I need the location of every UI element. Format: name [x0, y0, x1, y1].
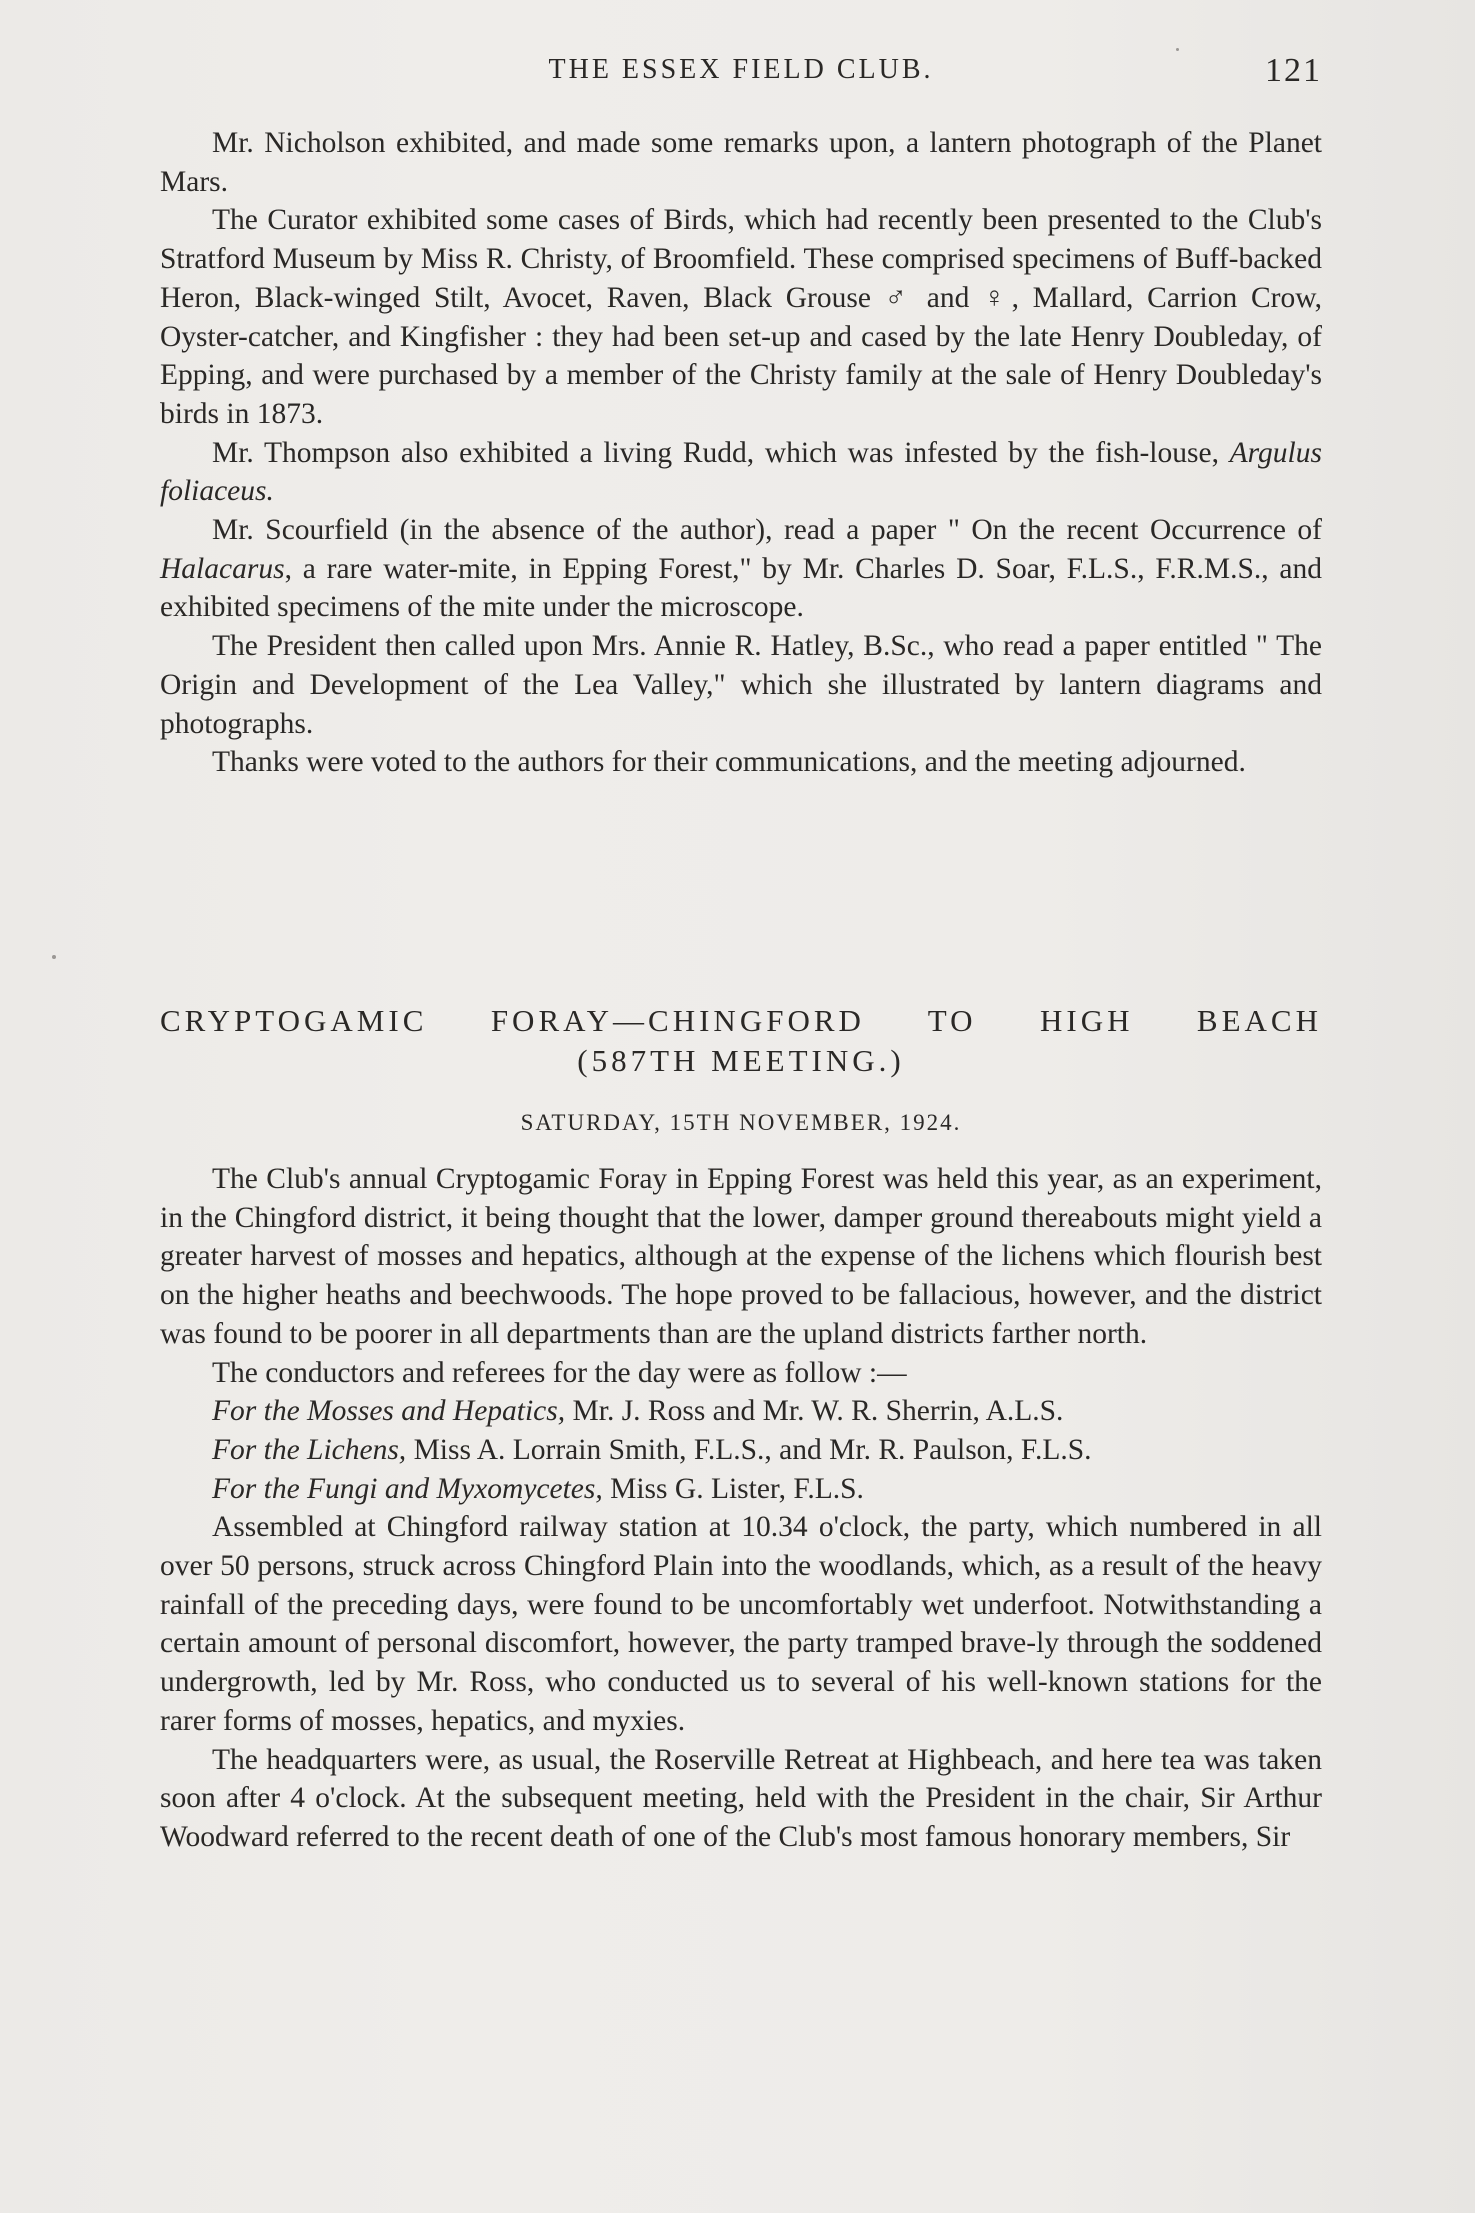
paragraph-text: Mr. Thompson also exhibited a living Rudd, which was infested by the fish-louse, — [212, 436, 1230, 469]
paragraph-scourfield — [160, 511, 1322, 627]
paragraph-thompson-rudd — [160, 434, 1322, 511]
paragraph-conductors: The conductors and referees for the day were as follow :— — [212, 1356, 907, 1389]
referee-names: Miss G. Lister, F.L.S. — [602, 1472, 864, 1505]
paper-speck — [52, 955, 56, 959]
referee-mosses — [160, 1392, 1322, 1431]
paragraph-thanks: Thanks were voted to the authors for their communications, and the meeting adjourned. — [212, 746, 1246, 779]
running-head — [160, 52, 1322, 96]
paragraph-foray-intro: The Club's annual Cryptogamic Foray in Epping Forest was held this year, as an experiment, in the Chingford district, it being thought that the lower, damper ground thereabouts might yield a greater harvest of mosses and hepatics, although at the expense of the lichens which flourish best on the higher heaths and beechwoods. The hope proved to be fallacious, however, and the district was found to be poorer in all departments than are the upland districts farther north. — [160, 1163, 1322, 1350]
referee-topic-italic: For the Fungi and Myxomycetes, — [212, 1472, 603, 1505]
heading-word: BEACH — [1196, 1003, 1322, 1038]
paragraph-headquarters: The headquarters were, as usual, the Roserville Retreat at Highbeach, and here tea was taken soon after 4 o'clock. At the subsequent meeting, held with the President in the chair, Sir Arthur Woodward referred to the recent death of one of the Club's most famous honorary members, Sir — [160, 1743, 1322, 1853]
heading-word: HIGH — [1039, 1003, 1134, 1038]
heading-word: CRYPTOGAMIC — [160, 1003, 428, 1038]
referee-topic-italic: For the Mosses and Hepatics, — [212, 1395, 566, 1428]
genus-name-italic: Halacarus — [160, 552, 285, 585]
heading-word: FORAY—CHINGFORD — [490, 1003, 865, 1038]
paragraph-president-hatley: The President then called upon Mrs. Annie R. Hatley, B.Sc., who read a paper entitled " The Origin and Development of the Lea Valley," which she illustrated by lantern diagrams and photographs. — [160, 630, 1322, 740]
paragraph-curator-birds: The Curator exhibited some cases of Birds, which had recently been presented to the Club's Stratford Museum by Miss R. Christy, of Broomfield. These comprised specimens of Buff-backed Heron, Black-winged Stilt, Avocet, Raven, Black Grouse ♂ and ♀, Mallard, Carrion Crow, Oyster-catcher, and Kingfisher : they had been set-up and cased by the late Henry Doubleday, of Epping, and were purchased by a member of the Christy family at the sale of Henry Doubleday's birds in 1873. — [160, 204, 1322, 430]
section-heading — [160, 1003, 1322, 1039]
referee-names: Mr. J. Ross and Mr. W. R. Sherrin, A.L.S. — [565, 1395, 1064, 1428]
referee-fungi — [160, 1470, 1322, 1509]
paper-speck — [1176, 48, 1179, 51]
paragraph-text: Mr. Scourfield (in the absence of the author), read a paper " On the recent Occurrence of — [212, 514, 1322, 547]
referee-topic-italic: For the Lichens, — [212, 1433, 407, 1466]
referee-lichens — [160, 1431, 1322, 1470]
running-title: THE ESSEX FIELD CLUB. — [548, 54, 934, 85]
paragraph-nicholson: Mr. Nicholson exhibited, and made some remarks upon, a lantern photograph of the Planet Mars. — [160, 127, 1322, 198]
heading-word: TO — [927, 1003, 977, 1038]
page-number: 121 — [1265, 52, 1322, 89]
meeting-number-heading: (587TH MEETING.) — [577, 1043, 905, 1078]
species-name-italic: Argulus foliaceus. — [160, 436, 1322, 508]
meeting-date: SATURDAY, 15TH NOVEMBER, 1924. — [520, 1110, 962, 1135]
paragraph-assembled: Assembled at Chingford railway station at 10.34 o'clock, the party, which numbered in all over 50 persons, struck across Chingford Plain into the woodlands, which, as a result of the heavy rainfall of the preceding days, were found to be uncomfortably wet underfoot. Notwithstanding a certain amount of personal discomfort, however, the party tramped brave-ly through the soddened undergrowth, led by Mr. Ross, who conducted us to several of his well-known stations for the rarer forms of mosses, hepatics, and myxies. — [160, 1511, 1322, 1737]
section-1-body — [160, 124, 1322, 782]
section-2-body — [160, 1160, 1322, 1857]
paragraph-text: , a rare water-mite, in Epping Forest," by Mr. Charles D. Soar, F.L.S., F.R.M.S., and exhibited specimens of the mite under the microscope. — [160, 552, 1322, 624]
referee-names: Miss A. Lorrain Smith, F.L.S., and Mr. R. Paulson, F.L.S. — [406, 1433, 1092, 1466]
